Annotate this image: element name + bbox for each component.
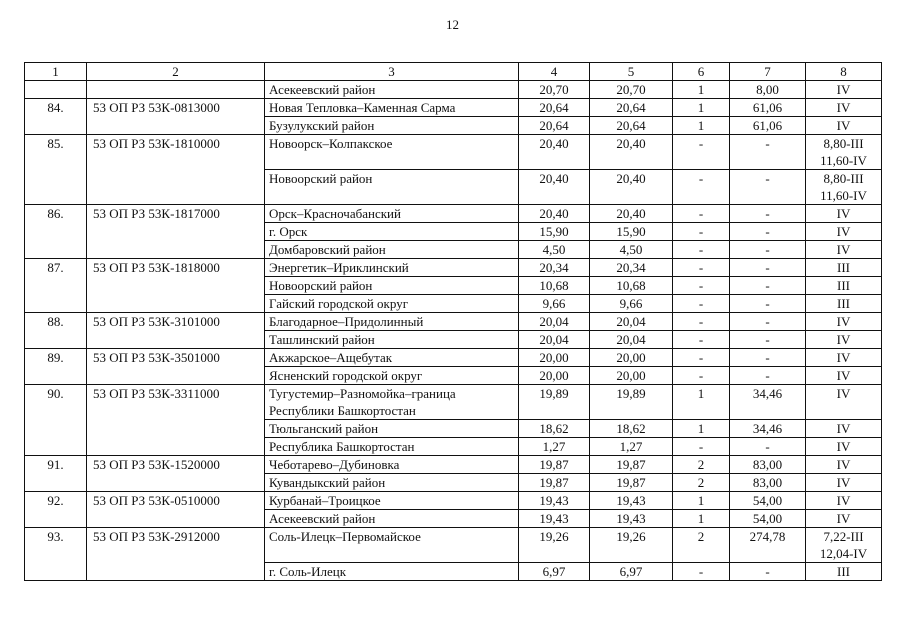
bridges-count-cell: 1 bbox=[673, 81, 730, 99]
table-body bbox=[25, 81, 882, 581]
length-cell: 20,00 bbox=[590, 367, 673, 385]
category-cell: 8,80-III 11,60-IV bbox=[806, 170, 882, 205]
bridges-count-cell: - bbox=[673, 563, 730, 581]
table-row bbox=[25, 313, 882, 331]
row-number-cell bbox=[25, 81, 87, 99]
bridges-length-cell: 34,46 bbox=[730, 420, 806, 438]
road-name-cell: Домбаровский район bbox=[265, 241, 519, 259]
table-row bbox=[25, 349, 882, 367]
row-number-cell: 92. bbox=[25, 492, 87, 528]
road-code-cell: 53 ОП РЗ 53К-2912000 bbox=[87, 528, 265, 581]
length-cell: 20,34 bbox=[590, 259, 673, 277]
bridges-count-cell: - bbox=[673, 367, 730, 385]
length-cell: 9,66 bbox=[590, 295, 673, 313]
category-cell: 8,80-III 11,60-IV bbox=[806, 135, 882, 170]
category-cell: III bbox=[806, 563, 882, 581]
table-row bbox=[25, 99, 882, 117]
row-number-cell: 84. bbox=[25, 99, 87, 135]
table-row bbox=[25, 492, 882, 510]
length-total-cell: 18,62 bbox=[519, 420, 590, 438]
road-name-cell: Тугустемир–Разномойка–граница Республики Башкортостан bbox=[265, 385, 519, 420]
road-name-cell: Соль-Илецк–Первомайское bbox=[265, 528, 519, 563]
bridges-count-cell: - bbox=[673, 135, 730, 170]
category-cell: IV bbox=[806, 313, 882, 331]
row-number-cell: 91. bbox=[25, 456, 87, 492]
road-code-cell: 53 ОП РЗ 53К-1810000 bbox=[87, 135, 265, 205]
length-cell: 20,40 bbox=[590, 135, 673, 170]
row-number-cell: 88. bbox=[25, 313, 87, 349]
road-name-cell: г. Соль-Илецк bbox=[265, 563, 519, 581]
header-row bbox=[25, 63, 882, 81]
bridges-count-cell: 1 bbox=[673, 510, 730, 528]
road-code-cell: 53 ОП РЗ 53К-3311000 bbox=[87, 385, 265, 456]
category-cell: IV bbox=[806, 510, 882, 528]
road-name-cell: Ясненский городской округ bbox=[265, 367, 519, 385]
road-code-cell: 53 ОП РЗ 53К-0510000 bbox=[87, 492, 265, 528]
table-row bbox=[25, 528, 882, 563]
length-cell: 20,64 bbox=[590, 117, 673, 135]
bridges-count-cell: - bbox=[673, 313, 730, 331]
length-total-cell: 9,66 bbox=[519, 295, 590, 313]
road-name-cell: Тюльганский район bbox=[265, 420, 519, 438]
bridges-length-cell: - bbox=[730, 259, 806, 277]
category-cell: IV bbox=[806, 117, 882, 135]
road-name-cell: Новоорский район bbox=[265, 170, 519, 205]
length-cell: 10,68 bbox=[590, 277, 673, 295]
column-header: 4 bbox=[519, 63, 590, 81]
road-code-cell: 53 ОП РЗ 53К-1818000 bbox=[87, 259, 265, 313]
length-total-cell: 19,87 bbox=[519, 456, 590, 474]
row-number-cell: 86. bbox=[25, 205, 87, 259]
road-name-cell: Гайский городской округ bbox=[265, 295, 519, 313]
table-row bbox=[25, 205, 882, 223]
bridges-length-cell: 34,46 bbox=[730, 385, 806, 420]
bridges-length-cell: - bbox=[730, 367, 806, 385]
bridges-count-cell: - bbox=[673, 331, 730, 349]
row-number-cell: 87. bbox=[25, 259, 87, 313]
road-name-cell: г. Орск bbox=[265, 223, 519, 241]
road-name-cell: Новая Тепловка–Каменная Сарма bbox=[265, 99, 519, 117]
column-header: 6 bbox=[673, 63, 730, 81]
length-total-cell: 20,40 bbox=[519, 170, 590, 205]
road-name-cell: Асекеевский район bbox=[265, 510, 519, 528]
bridges-length-cell: 54,00 bbox=[730, 492, 806, 510]
table-row bbox=[25, 135, 882, 170]
category-cell: IV bbox=[806, 385, 882, 420]
length-total-cell: 19,43 bbox=[519, 492, 590, 510]
roads-table bbox=[24, 62, 882, 581]
road-code-cell: 53 ОП РЗ 53К-1817000 bbox=[87, 205, 265, 259]
bridges-length-cell: - bbox=[730, 331, 806, 349]
length-cell: 19,43 bbox=[590, 510, 673, 528]
bridges-length-cell: 61,06 bbox=[730, 99, 806, 117]
bridges-count-cell: - bbox=[673, 205, 730, 223]
category-cell: IV bbox=[806, 81, 882, 99]
category-cell: IV bbox=[806, 367, 882, 385]
bridges-length-cell: - bbox=[730, 170, 806, 205]
road-code-cell: 53 ОП РЗ 53К-0813000 bbox=[87, 99, 265, 135]
bridges-count-cell: - bbox=[673, 438, 730, 456]
length-cell: 18,62 bbox=[590, 420, 673, 438]
length-cell: 19,87 bbox=[590, 456, 673, 474]
road-name-cell: Акжарское–Ащебутак bbox=[265, 349, 519, 367]
road-code-cell bbox=[87, 81, 265, 99]
category-cell: IV bbox=[806, 241, 882, 259]
bridges-length-cell: - bbox=[730, 241, 806, 259]
bridges-count-cell: 1 bbox=[673, 492, 730, 510]
road-name-cell: Кувандыкский район bbox=[265, 474, 519, 492]
bridges-length-cell: 8,00 bbox=[730, 81, 806, 99]
category-cell: III bbox=[806, 295, 882, 313]
bridges-length-cell: 83,00 bbox=[730, 474, 806, 492]
length-cell: 19,26 bbox=[590, 528, 673, 563]
bridges-count-cell: - bbox=[673, 223, 730, 241]
category-cell: IV bbox=[806, 420, 882, 438]
bridges-length-cell: 274,78 bbox=[730, 528, 806, 563]
bridges-count-cell: 2 bbox=[673, 456, 730, 474]
bridges-length-cell: - bbox=[730, 313, 806, 331]
column-header: 5 bbox=[590, 63, 673, 81]
bridges-count-cell: 1 bbox=[673, 420, 730, 438]
column-header: 1 bbox=[25, 63, 87, 81]
bridges-length-cell: - bbox=[730, 349, 806, 367]
bridges-length-cell: - bbox=[730, 135, 806, 170]
category-cell: IV bbox=[806, 205, 882, 223]
length-cell: 15,90 bbox=[590, 223, 673, 241]
length-total-cell: 20,04 bbox=[519, 331, 590, 349]
bridges-length-cell: - bbox=[730, 277, 806, 295]
category-cell: IV bbox=[806, 99, 882, 117]
length-total-cell: 19,87 bbox=[519, 474, 590, 492]
length-total-cell: 20,00 bbox=[519, 349, 590, 367]
row-number-cell: 90. bbox=[25, 385, 87, 456]
bridges-count-cell: 2 bbox=[673, 528, 730, 563]
page-number: 12 bbox=[446, 17, 459, 32]
row-number-cell: 93. bbox=[25, 528, 87, 581]
length-total-cell: 20,64 bbox=[519, 117, 590, 135]
length-cell: 20,40 bbox=[590, 170, 673, 205]
bridges-length-cell: - bbox=[730, 438, 806, 456]
road-name-cell: Ташлинский район bbox=[265, 331, 519, 349]
bridges-count-cell: 1 bbox=[673, 385, 730, 420]
column-header: 2 bbox=[87, 63, 265, 81]
length-total-cell: 10,68 bbox=[519, 277, 590, 295]
bridges-count-cell: - bbox=[673, 277, 730, 295]
length-cell: 6,97 bbox=[590, 563, 673, 581]
bridges-length-cell: 61,06 bbox=[730, 117, 806, 135]
road-code-cell: 53 ОП РЗ 53К-3501000 bbox=[87, 349, 265, 385]
bridges-length-cell: - bbox=[730, 295, 806, 313]
table-row bbox=[25, 81, 882, 99]
table-row bbox=[25, 456, 882, 474]
length-total-cell: 1,27 bbox=[519, 438, 590, 456]
road-name-cell: Благодарное–Придолинный bbox=[265, 313, 519, 331]
road-code-cell: 53 ОП РЗ 53К-3101000 bbox=[87, 313, 265, 349]
length-cell: 20,64 bbox=[590, 99, 673, 117]
bridges-count-cell: 2 bbox=[673, 474, 730, 492]
length-cell: 20,70 bbox=[590, 81, 673, 99]
category-cell: IV bbox=[806, 474, 882, 492]
length-total-cell: 20,64 bbox=[519, 99, 590, 117]
bridges-length-cell: 54,00 bbox=[730, 510, 806, 528]
column-header: 8 bbox=[806, 63, 882, 81]
length-total-cell: 20,34 bbox=[519, 259, 590, 277]
length-total-cell: 20,00 bbox=[519, 367, 590, 385]
length-cell: 20,04 bbox=[590, 331, 673, 349]
row-number-cell: 85. bbox=[25, 135, 87, 205]
length-total-cell: 6,97 bbox=[519, 563, 590, 581]
length-cell: 19,89 bbox=[590, 385, 673, 420]
table-row bbox=[25, 385, 882, 420]
length-total-cell: 20,40 bbox=[519, 205, 590, 223]
bridges-count-cell: - bbox=[673, 259, 730, 277]
category-cell: IV bbox=[806, 492, 882, 510]
length-total-cell: 4,50 bbox=[519, 241, 590, 259]
bridges-length-cell: 83,00 bbox=[730, 456, 806, 474]
bridges-count-cell: - bbox=[673, 170, 730, 205]
bridges-count-cell: 1 bbox=[673, 117, 730, 135]
length-cell: 19,43 bbox=[590, 492, 673, 510]
category-cell: 7,22-III 12,04-IV bbox=[806, 528, 882, 563]
table-row bbox=[25, 259, 882, 277]
length-cell: 19,87 bbox=[590, 474, 673, 492]
road-name-cell: Чеботарево–Дубиновка bbox=[265, 456, 519, 474]
bridges-count-cell: 1 bbox=[673, 99, 730, 117]
length-total-cell: 19,26 bbox=[519, 528, 590, 563]
category-cell: IV bbox=[806, 331, 882, 349]
category-cell: III bbox=[806, 259, 882, 277]
length-cell: 20,00 bbox=[590, 349, 673, 367]
length-cell: 1,27 bbox=[590, 438, 673, 456]
length-total-cell: 20,04 bbox=[519, 313, 590, 331]
category-cell: III bbox=[806, 277, 882, 295]
column-header: 3 bbox=[265, 63, 519, 81]
length-total-cell: 19,43 bbox=[519, 510, 590, 528]
length-cell: 20,04 bbox=[590, 313, 673, 331]
length-cell: 4,50 bbox=[590, 241, 673, 259]
bridges-count-cell: - bbox=[673, 349, 730, 367]
category-cell: IV bbox=[806, 349, 882, 367]
row-number-cell: 89. bbox=[25, 349, 87, 385]
road-name-cell: Орск–Красночабанский bbox=[265, 205, 519, 223]
bridges-length-cell: - bbox=[730, 223, 806, 241]
road-name-cell: Энергетик–Ириклинский bbox=[265, 259, 519, 277]
length-total-cell: 20,70 bbox=[519, 81, 590, 99]
bridges-length-cell: - bbox=[730, 563, 806, 581]
length-total-cell: 20,40 bbox=[519, 135, 590, 170]
road-name-cell: Бузулукский район bbox=[265, 117, 519, 135]
category-cell: IV bbox=[806, 223, 882, 241]
road-name-cell: Новоорск–Колпакское bbox=[265, 135, 519, 170]
road-name-cell: Новоорский район bbox=[265, 277, 519, 295]
category-cell: IV bbox=[806, 438, 882, 456]
bridges-count-cell: - bbox=[673, 295, 730, 313]
length-cell: 20,40 bbox=[590, 205, 673, 223]
road-name-cell: Курбанай–Троицкое bbox=[265, 492, 519, 510]
length-total-cell: 19,89 bbox=[519, 385, 590, 420]
bridges-length-cell: - bbox=[730, 205, 806, 223]
bridges-count-cell: - bbox=[673, 241, 730, 259]
road-name-cell: Асекеевский район bbox=[265, 81, 519, 99]
road-code-cell: 53 ОП РЗ 53К-1520000 bbox=[87, 456, 265, 492]
length-total-cell: 15,90 bbox=[519, 223, 590, 241]
category-cell: IV bbox=[806, 456, 882, 474]
road-name-cell: Республика Башкортостан bbox=[265, 438, 519, 456]
column-header: 7 bbox=[730, 63, 806, 81]
